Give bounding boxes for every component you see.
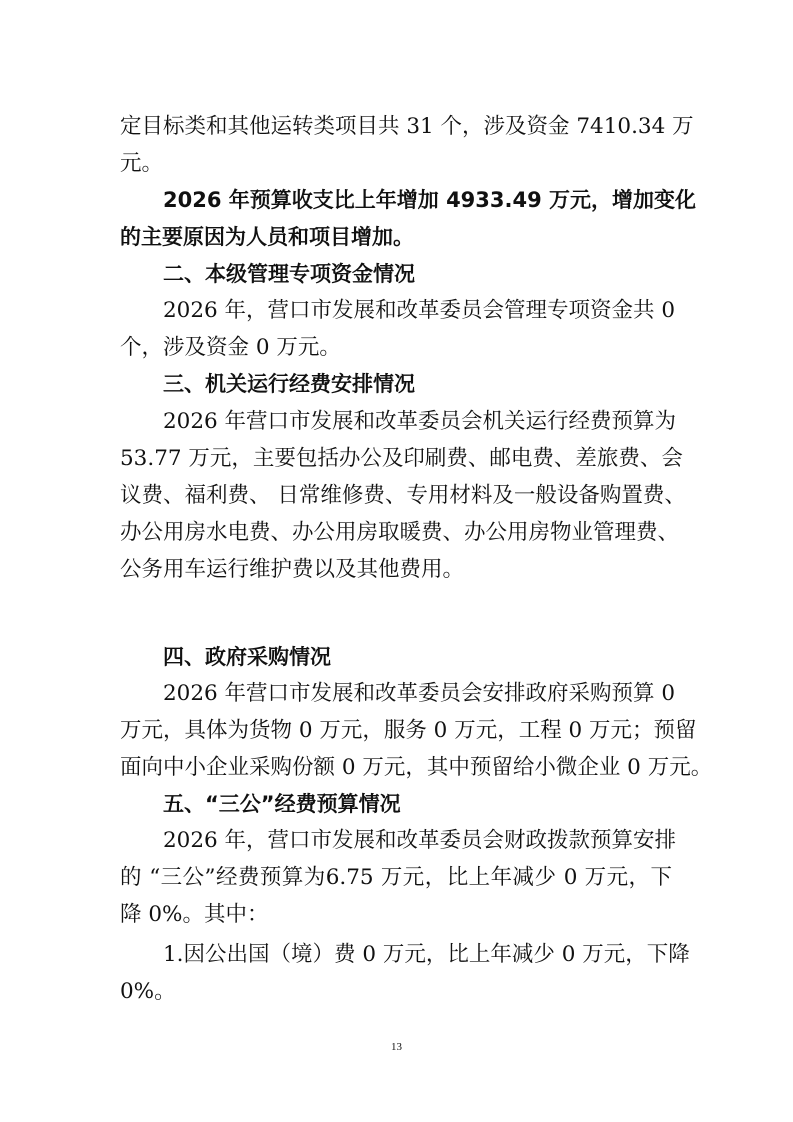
paragraph-line: 2026 年营口市发展和改革委员会机关运行经费预算为 xyxy=(163,409,677,434)
paragraph-line: 公务用车运行维护费以及其他费用。 xyxy=(120,557,465,582)
section-heading: 四、政府采购情况 xyxy=(163,645,331,669)
paragraph-line: 降 0%。其中： xyxy=(120,902,269,927)
paragraph-line: 定目标类和其他运转类项目共 31 个，涉及资金 7410.34 万 xyxy=(120,114,694,139)
paragraph-line: 办公用房水电费、办公用房取暖费、办公用房物业管理费、 xyxy=(120,520,680,545)
paragraph-line: 2026 年，营口市发展和改革委员会管理专项资金共 0 xyxy=(163,298,676,323)
paragraph-line: 2026 年营口市发展和改革委员会安排政府采购预算 0 xyxy=(163,681,676,706)
page-number: 13 xyxy=(391,1041,402,1053)
section-heading: 二、本级管理专项资金情况 xyxy=(163,262,415,286)
paragraph-line: 的 “三公”经费预算为6.75 万元，比上年减少 0 万元，下 xyxy=(120,865,672,890)
paragraph-line: 2026 年预算收支比上年增加 4933.49 万元，增加变化 xyxy=(163,188,697,212)
paragraph-line: 元。 xyxy=(120,151,164,176)
paragraph-line: 万元，具体为货物 0 万元，服务 0 万元，工程 0 万元；预留 xyxy=(120,718,697,743)
paragraph-line: 个，涉及资金 0 万元。 xyxy=(120,335,341,360)
paragraph-line: 53.77 万元，主要包括办公及印刷费、邮电费、差旅费、会 xyxy=(120,446,683,471)
paragraph-line: 面向中小企业采购份额 0 万元，其中预留给小微企业 0 万元。 xyxy=(120,755,713,780)
paragraph-line: 的主要原因为人员和项目增加。 xyxy=(120,225,414,249)
paragraph-line: 1.因公出国（境）费 0 万元，比上年减少 0 万元，下降 xyxy=(163,942,690,967)
section-heading: 五、“三公”经费预算情况 xyxy=(163,792,401,816)
paragraph-line: 2026 年，营口市发展和改革委员会财政拨款预算安排 xyxy=(163,828,677,853)
paragraph-line: 0%。 xyxy=(120,979,176,1004)
paragraph-line: 议费、福利费、 日常维修费、专用材料及一般设备购置费、 xyxy=(120,483,686,508)
section-heading: 三、机关运行经费安排情况 xyxy=(163,372,415,396)
